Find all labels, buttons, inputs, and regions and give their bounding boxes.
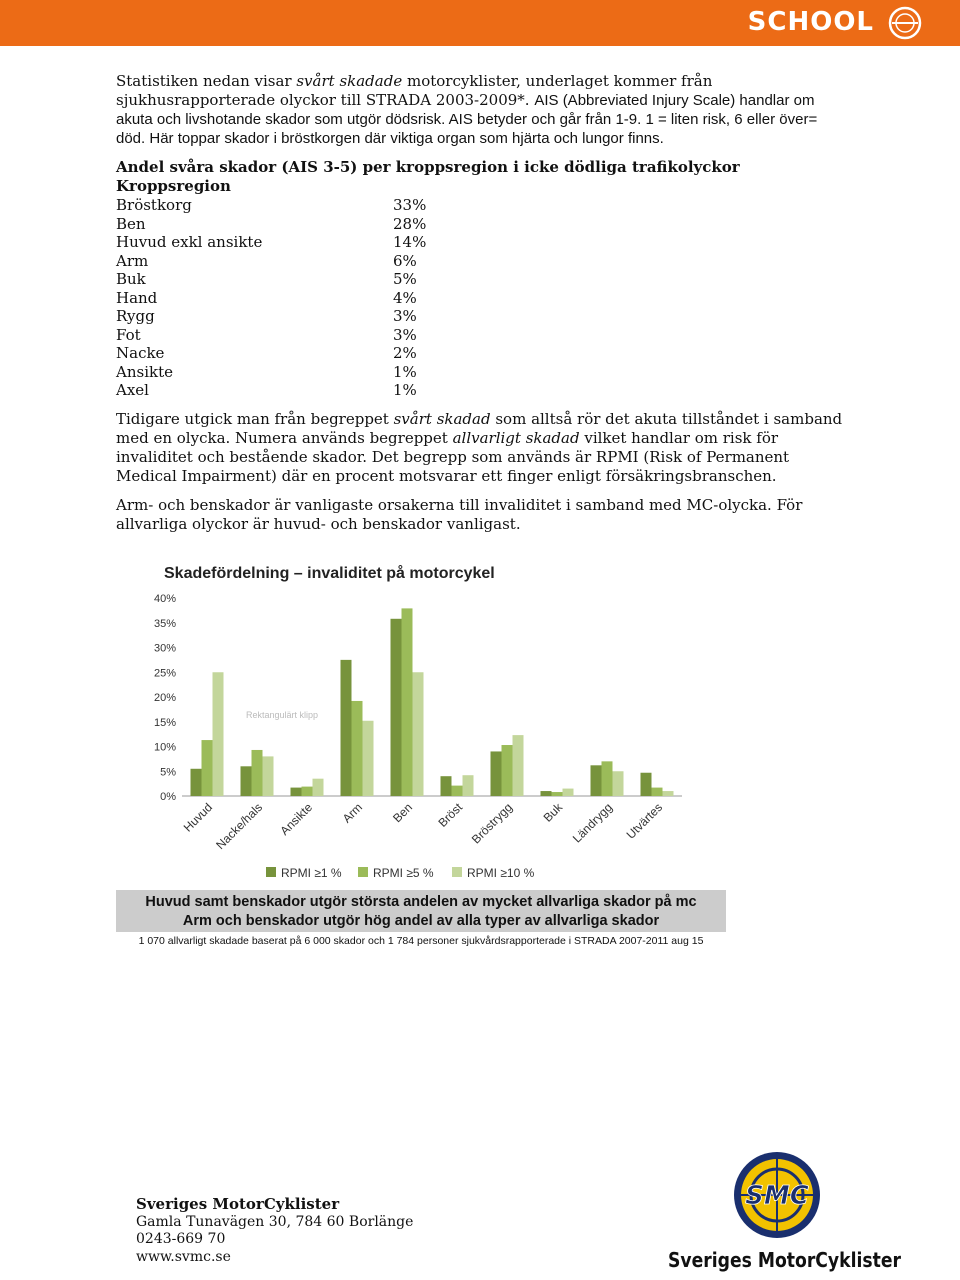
injury-table xyxy=(116,158,846,400)
bar-bröstrygg-series-1 xyxy=(502,745,513,796)
table-row-region: Bröstkorg xyxy=(116,196,192,214)
chart-caption-line2: Arm och benskador utgör hög andel av alla typer av allvarliga skador xyxy=(182,913,660,929)
chart-title: Skadefördelning – invaliditet på motorcykel xyxy=(164,565,495,582)
x-tick-label: Utvärtes xyxy=(623,800,666,842)
table-row-region: Arm xyxy=(116,251,149,270)
bar-nacke-hals-series-2 xyxy=(263,756,274,796)
y-tick-label: 25% xyxy=(153,667,176,680)
x-tick-label: Ländrygg xyxy=(569,800,616,846)
table-row-region: Ben xyxy=(116,214,146,233)
bar-ansikte-series-2 xyxy=(313,779,324,796)
bar-bröst-series-0 xyxy=(441,776,452,796)
bar-nacke-hals-series-1 xyxy=(252,750,263,796)
chart-source-note: 1 070 allvarligt skadade baserat på 6 000 skador och 1 784 personer sjukvårdsrapporterade i STRADA 2007-2011 aug 15 xyxy=(138,935,704,947)
bar-utvärtes-series-2 xyxy=(663,791,674,796)
table-row-region: Buk xyxy=(116,270,146,288)
bar-huvud-series-2 xyxy=(213,672,224,796)
y-tick-label: 5% xyxy=(160,766,176,779)
chart-caption-line1: Huvud samt benskador utgör största andelen av mycket allvarliga skador på mc xyxy=(145,894,697,910)
table-row-value: 4% xyxy=(393,288,417,307)
footer-phone: 0243-669 70 xyxy=(136,1231,226,1247)
bar-huvud-series-1 xyxy=(202,740,213,796)
y-tick-label: 30% xyxy=(153,642,176,655)
table-row xyxy=(116,363,846,382)
legend-swatch xyxy=(266,867,276,877)
table-row xyxy=(116,381,846,400)
table-row xyxy=(116,289,846,308)
intro-paragraph: Statistiken nedan visar svårt skadade motorcyklister, underlaget kommer från sjukhusrapporterade olyckor till STRADA 2003-2009*. AIS (Abbreviated Injury Scale) handlar om akuta och livshotande skador som utgör dödsrisk. AIS betyder och går från 1-9. 1 = liten risk, 6 eller över= död. Här toppar skador i bröstkorgen där viktiga organ som hjärta och lungor finns. xyxy=(116,72,818,147)
table-row-region: Ansikte xyxy=(116,362,173,381)
chart-watermark: Rektangulärt klipp xyxy=(246,710,319,720)
bar-arm-series-0 xyxy=(341,660,352,796)
table-row-region: Rygg xyxy=(116,307,155,325)
legend-label: RPMI ≥1 % xyxy=(281,866,342,880)
bar-ländrygg-series-0 xyxy=(591,765,602,796)
legend-label: RPMI ≥10 % xyxy=(467,866,535,880)
bar-bröst-series-2 xyxy=(463,775,474,796)
table-row xyxy=(116,326,846,345)
table-row-value: 6% xyxy=(393,251,417,270)
table-row-value: 3% xyxy=(393,307,417,325)
y-tick-label: 40% xyxy=(153,593,176,605)
y-tick-label: 0% xyxy=(160,791,176,803)
table-row-value: 2% xyxy=(393,344,417,362)
x-tick-label: Buk xyxy=(540,800,566,825)
bar-ben-series-2 xyxy=(413,672,424,796)
table-row-region: Fot xyxy=(116,325,141,344)
bar-arm-series-2 xyxy=(363,721,374,796)
x-tick-label: Arm xyxy=(339,800,366,826)
bar-ben-series-1 xyxy=(402,608,413,796)
bar-nacke-hals-series-0 xyxy=(241,766,252,796)
footer-contact xyxy=(136,1196,413,1266)
table-row xyxy=(116,215,846,234)
table-row-region: Nacke xyxy=(116,344,165,362)
table-row-region: Hand xyxy=(116,288,158,307)
table-row xyxy=(116,233,846,252)
table-row xyxy=(116,344,846,363)
chart-caption xyxy=(116,890,726,932)
bar-buk-series-2 xyxy=(563,789,574,796)
footer-web-link[interactable]: www.svmc.se xyxy=(136,1248,231,1265)
x-tick-label: Huvud xyxy=(180,800,216,835)
y-tick-label: 15% xyxy=(153,716,176,729)
table-row xyxy=(116,270,846,289)
smc-logo-icon xyxy=(888,6,922,40)
table-row xyxy=(116,252,846,271)
body-paragraph-summary: Arm- och benskador är vanligaste orsakerna till invaliditet i samband med MC-olycka. För allvarliga olyckor är huvud- och benskador vanligast. xyxy=(116,495,803,533)
bar-buk-series-1 xyxy=(552,792,563,796)
legend-label: RPMI ≥5 % xyxy=(373,866,434,880)
y-tick-label: 35% xyxy=(153,617,176,630)
bar-bröstrygg-series-2 xyxy=(513,735,524,796)
header-title: SCHOOL xyxy=(747,7,874,37)
table-column-header: Kroppsregion xyxy=(116,177,231,195)
table-row xyxy=(116,196,846,215)
bar-utvärtes-series-1 xyxy=(652,788,663,796)
x-tick-label: Bröst xyxy=(435,800,466,830)
table-row-region: Huvud exkl ansikte xyxy=(116,233,263,251)
bar-bröstrygg-series-0 xyxy=(491,751,502,796)
bar-ben-series-0 xyxy=(391,619,402,796)
table-row-value: 28% xyxy=(393,214,427,233)
table-title: Andel svåra skador (AIS 3-5) per kroppsregion i icke dödliga trafikolyckor xyxy=(116,158,740,176)
table-row-value: 1% xyxy=(393,362,417,381)
main-content xyxy=(116,72,846,544)
bar-ländrygg-series-1 xyxy=(602,761,613,796)
y-tick-label: 10% xyxy=(153,741,176,754)
x-tick-label: Ansikte xyxy=(277,800,316,838)
table-rows xyxy=(116,196,846,400)
table-row xyxy=(116,307,846,326)
bar-utvärtes-series-0 xyxy=(641,773,652,796)
bar-ländrygg-series-2 xyxy=(613,771,624,796)
footer-address: Gamla Tunavägen 30, 784 60 Borlänge xyxy=(136,1213,414,1230)
bar-ansikte-series-0 xyxy=(291,788,302,796)
table-row-region: Axel xyxy=(116,381,149,399)
table-row-value: 3% xyxy=(393,325,417,344)
smc-emblem-icon xyxy=(732,1150,822,1240)
legend-swatch xyxy=(358,867,368,877)
injury-chart-svg xyxy=(116,556,726,886)
bar-ansikte-series-1 xyxy=(302,787,313,796)
x-tick-label: Nacke/hals xyxy=(213,800,266,853)
table-row-value: 1% xyxy=(393,381,417,399)
bar-huvud-series-0 xyxy=(191,769,202,796)
footer-org: Sveriges MotorCyklister xyxy=(136,1195,340,1213)
table-row-value: 14% xyxy=(393,233,427,251)
table-row-value: 33% xyxy=(393,196,427,214)
footer-brand: Sveriges MotorCyklister xyxy=(668,1248,901,1272)
legend-swatch xyxy=(452,867,462,877)
x-tick-label: Bröstrygg xyxy=(468,800,516,847)
bar-buk-series-0 xyxy=(541,791,552,796)
bar-arm-series-1 xyxy=(352,701,363,796)
table-row-value: 5% xyxy=(393,270,417,288)
body-paragraph-rpmi: Tidigare utgick man från begreppet svårt skadad som alltså rör det akuta tillståndet i samband med en olycka. Numera används begreppet allvarligt skadad vilket handlar om risk för invaliditet och bestående skador. Det begrepp som används är RPMI (Risk of Permanent Medical Impairment) där en procent motsvarar ett finger enligt försäkringsbranschen. xyxy=(116,409,843,485)
x-tick-label: Ben xyxy=(390,800,416,826)
bar-bröst-series-1 xyxy=(452,786,463,796)
y-tick-label: 20% xyxy=(153,692,176,704)
smc-emblem-text: SMC xyxy=(745,1181,809,1211)
